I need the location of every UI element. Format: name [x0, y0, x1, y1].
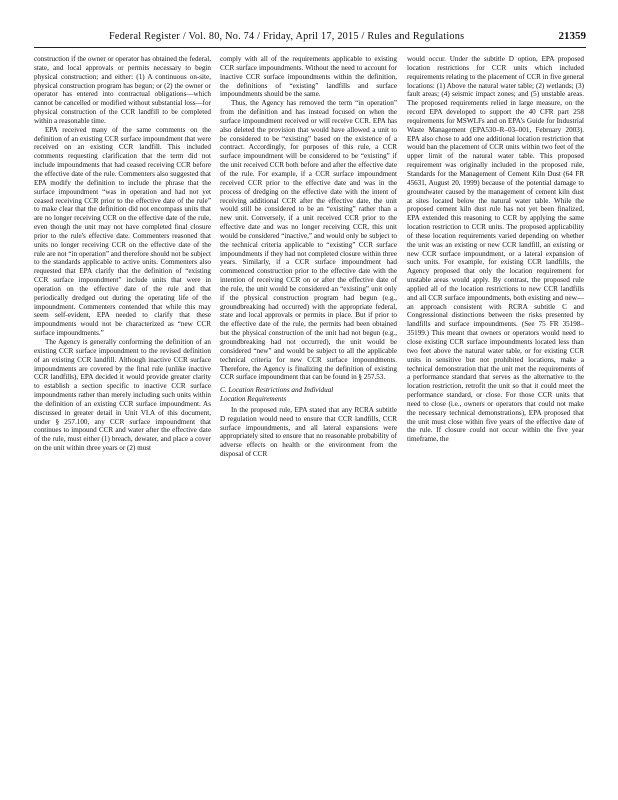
section-heading-line-2: Location Requirements [220, 395, 287, 404]
section-heading-line-1: C. Location Restrictions and Individual [220, 386, 334, 395]
paragraph: The Agency is generally conforming the definition of an existing CCR surface impoundment to the revised definition of an existing CCR landfill. Although inactive CCR surface impoundments are covered by the final rule (unlike inactive CCR landfills), EPA decided it would provide greater clarity to establish a section specific to inactive CCR surface impoundments rather than merely including such units within the definition of an existing CCR surface impoundment. As discussed in greater detail in Unit VI.A of this document, under § 257.100, any CCR surface impoundment that continues to impound CCR and water after the effective date of the rule, must either (1) breach, dewater, and place a cover on the unit within three years or (2) must [34, 338, 211, 453]
column-1 [34, 55, 211, 453]
page-number: 21359 [558, 30, 586, 42]
header-rule [34, 47, 586, 48]
running-head: Federal Register / Vol. 80, No. 74 / Friday, April 17, 2015 / Rules and Regulations [109, 31, 465, 42]
paragraph: construction if the owner or operator has obtained the federal, state, and local approvals or permits necessary to begin physical construction; and either: (1) A continuous on-site, physical construction program has begun; or (2) the owner or operator has entered into contractual obligations—which cannot be cancelled or modified without substantial loss—for physical construction of the CCR landfill to be completed within a reasonable time. [34, 55, 211, 125]
paragraph: In the proposed rule, EPA stated that any RCRA subtitle D regulation would need to ensure that CCR landfills, CCR surface impoundments, and all lateral expansions were appropriately sited to ensure that no reasonable probability of adverse effects on health or the environment from the disposal of CCR [220, 405, 397, 459]
section-heading [220, 386, 397, 404]
paragraph: would occur. Under the subtitle D option, EPA proposed location restrictions for CCR units which included requirements relating to the placement of CCR in five general locations: (1) Above the natural water table; (2) wetlands; (3) fault areas; (4) seismic impact zones; and (5) unstable areas. The proposed requirements relied in large measure, on the record EPA developed to support the 40 CFR part 258 requirements for MSWLFs and on EPA's Guide for Industrial Waste Management (EPA530–R–03–001, February 2003). EPA also chose to add one additional location restriction that would ban the placement of CCR units within two feet of the upper limit of the natural water table. This proposed requirement was originally included in the proposed rule, Standards for the Management of Cement Kiln Dust (64 FR 45631, August 20, 1999) because of the potential damage to groundwater caused by the management of cement kiln dust at sites located below the natural water table. While the proposed cement kiln dust rule has not yet been finalized, EPA extended this reasoning to CCR by applying the same location restriction to CCR units. The proposed applicability of these location requirements varied depending on whether the unit was an existing or new CCR landfill, an existing or new CCR surface impoundment, or a lateral expansion of such units. For example, for existing CCR landfills, the Agency proposed that only the location requirement for unstable areas would apply. By contrast, the proposed rule applied all of the location restrictions to new CCR landfills and all CCR surface impoundments, both existing and new—an approach consistent with RCRA subtitle C and Congressional distinctions between the risks presented by landfills and surface impoundments. (See 75 FR 35198–35199.) This meant that owners or operators would need to close existing CCR surface impoundments located less than two feet above the natural water table, or for existing CCR units in sensitive but not prohibited locations, make a technical demonstration that the unit met the requirements of a performance standard that serves as the alternative to the location restriction, retrofit the unit so that it could meet the performance standard, or close. For those CCR units that need to close (i.e., owners or operators that could not make the necessary technical demonstrations), EPA proposed that the unit must close within five years of the effective date of the rule. If closure could not occur within the five year timeframe, the [407, 55, 584, 444]
page-header [34, 30, 586, 46]
column-3 [407, 55, 584, 444]
paragraph: comply with all of the requirements applicable to existing CCR surface impoundments. Without the need to account for inactive CCR surface impoundments within the definition, the definitions of “existing” landfills and surface impoundments should be the same. [220, 55, 397, 99]
paragraph: EPA received many of the same comments on the definition of an existing CCR surface impoundment that were received on an existing CCR landfill. This included comments requesting clarification that the term did not include impoundments that had ceased receiving CCR before the effective date of the rule. Commenters also suggested that EPA modify the definition to include the phrase that the surface impoundment “was in operation and had not yet ceased receiving CCR prior to the effective date of the rule” to make clear that the definition did not encompass units that are no longer receiving CCR on the effective date of the rule, even though the unit may not have completed final closure prior to the rule's effective date. Commenters reasoned that units no longer receiving CCR on the effective date of the rule are not “in operation” and therefore should not be subject to the standards applicable to active units. Commenters also requested that EPA clarify that the definition of “existing CCR surface impoundment” include units that were in operation on the effective date of the rule and that periodically dredged out during the operating life of the impoundment. Commenters contended that while this may seem self-evident, EPA needed to clarify that these impoundments would not be characterized as “new CCR surface impoundments.” [34, 125, 211, 338]
column-2 [220, 55, 397, 459]
paragraph: Thus, the Agency has removed the term “in operation” from the definition and has instead focused on when the surface impoundment received or will receive CCR. EPA has also deleted the provision that would have allowed a unit to be considered to be “existing” based on the existence of a contract. Accordingly, for purposes of this rule, a CCR surface impoundment will be considered to be “existing” if the unit received CCR both before and after the effective date of the rule. For example, if a CCR surface impoundment received CCR prior to the effective date and was in the process of dredging on the effective date with the intent of receiving additional CCR after the effective date, the unit would still be considered to be an “existing” rather than a new unit. Conversely, if a unit received CCR prior to the effective date and was no longer receiving CCR, this unit would be considered “inactive,” and would only be subject to the technical criteria applicable to “existing” CCR surface impoundments if they had not completed closure within three years. Similarly, if a CCR surface impoundment had commenced construction prior to the effective date with the intention of receiving CCR on or after the effective date of the rule, the unit would be considered an “existing” unit only if the physical construction program had begun (e.g., groundbreaking had occurred) with the appropriate federal, state and local approvals or permits in place. But if prior to the effective date of the rule, the permits had been obtained but the physical construction of the unit had not begun (e.g., groundbreaking had not occurred), the unit would be considered “new” and would be subject to all the applicable technical criteria for new CCR surface impoundments. Therefore, the Agency is finalizing the definition of existing CCR surface impoundment that can be found in § 257.53. [220, 99, 397, 382]
